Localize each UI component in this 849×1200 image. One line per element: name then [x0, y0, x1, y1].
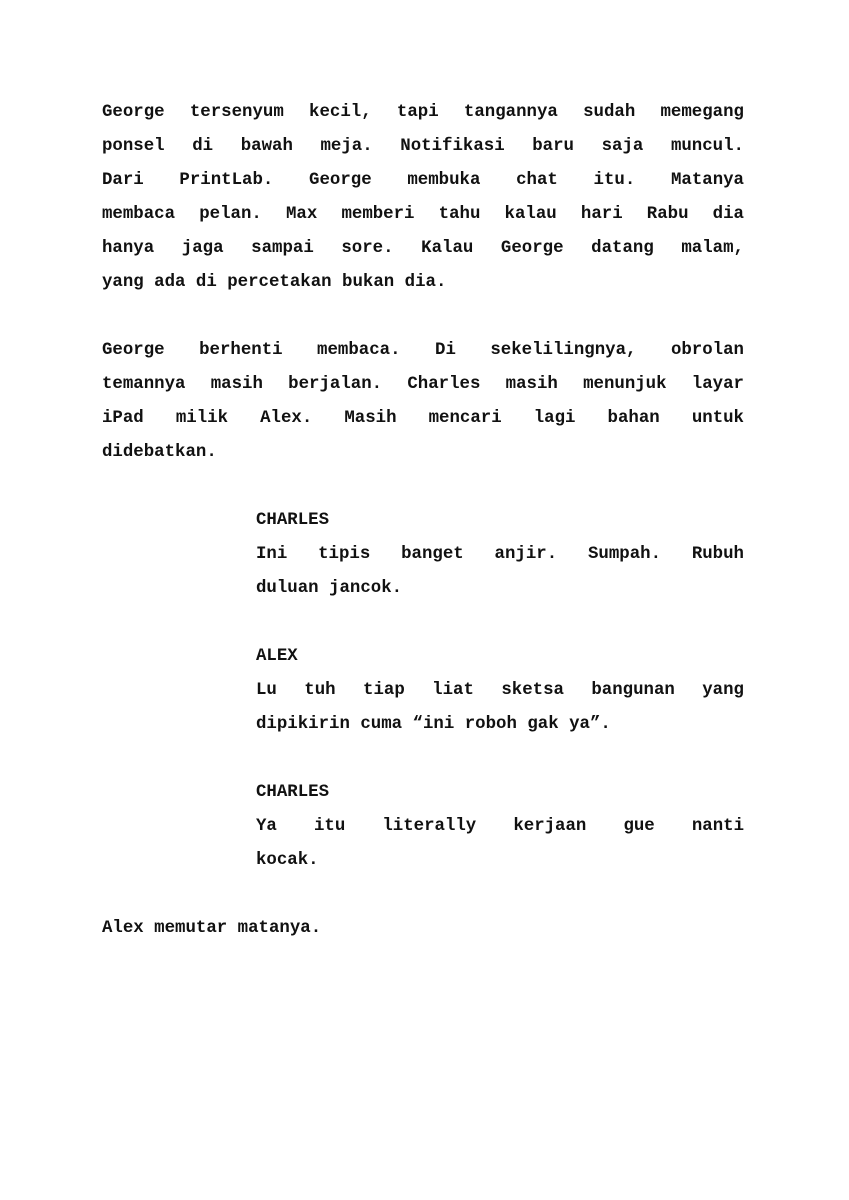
action-line: George berhenti membaca. Di sekelilingnya, obrolan — [102, 341, 744, 360]
dialogue-line: duluan jancok. — [256, 579, 403, 598]
action-line: George tersenyum kecil, tapi tangannya sudah memegang — [102, 103, 744, 122]
dialogue-line: Lu tuh tiap liat sketsa bangunan yang — [256, 681, 744, 700]
action-line: iPad milik Alex. Masih mencari lagi bahan untuk — [102, 409, 744, 428]
action-line: Alex memutar matanya. — [102, 919, 322, 938]
action-line: didebatkan. — [102, 443, 217, 462]
character-name: CHARLES — [256, 511, 330, 530]
character-name: ALEX — [256, 647, 298, 666]
action-line: hanya jaga sampai sore. Kalau George datang malam, — [102, 239, 744, 258]
action-line: temannya masih berjalan. Charles masih menunjuk layar — [102, 375, 744, 394]
dialogue-line: dipikirin cuma “ini roboh gak ya”. — [256, 715, 611, 734]
action-line: Dari PrintLab. George membuka chat itu. Matanya — [102, 171, 744, 190]
dialogue-line: Ini tipis banget anjir. Sumpah. Rubuh — [256, 545, 744, 564]
dialogue-line: kocak. — [256, 851, 319, 870]
character-name: CHARLES — [256, 783, 330, 802]
action-line: ponsel di bawah meja. Notifikasi baru saja muncul. — [102, 137, 744, 156]
action-line: yang ada di percetakan bukan dia. — [102, 273, 447, 292]
action-line: membaca pelan. Max memberi tahu kalau hari Rabu dia — [102, 205, 744, 224]
dialogue-line: Ya itu literally kerjaan gue nanti — [256, 817, 744, 836]
